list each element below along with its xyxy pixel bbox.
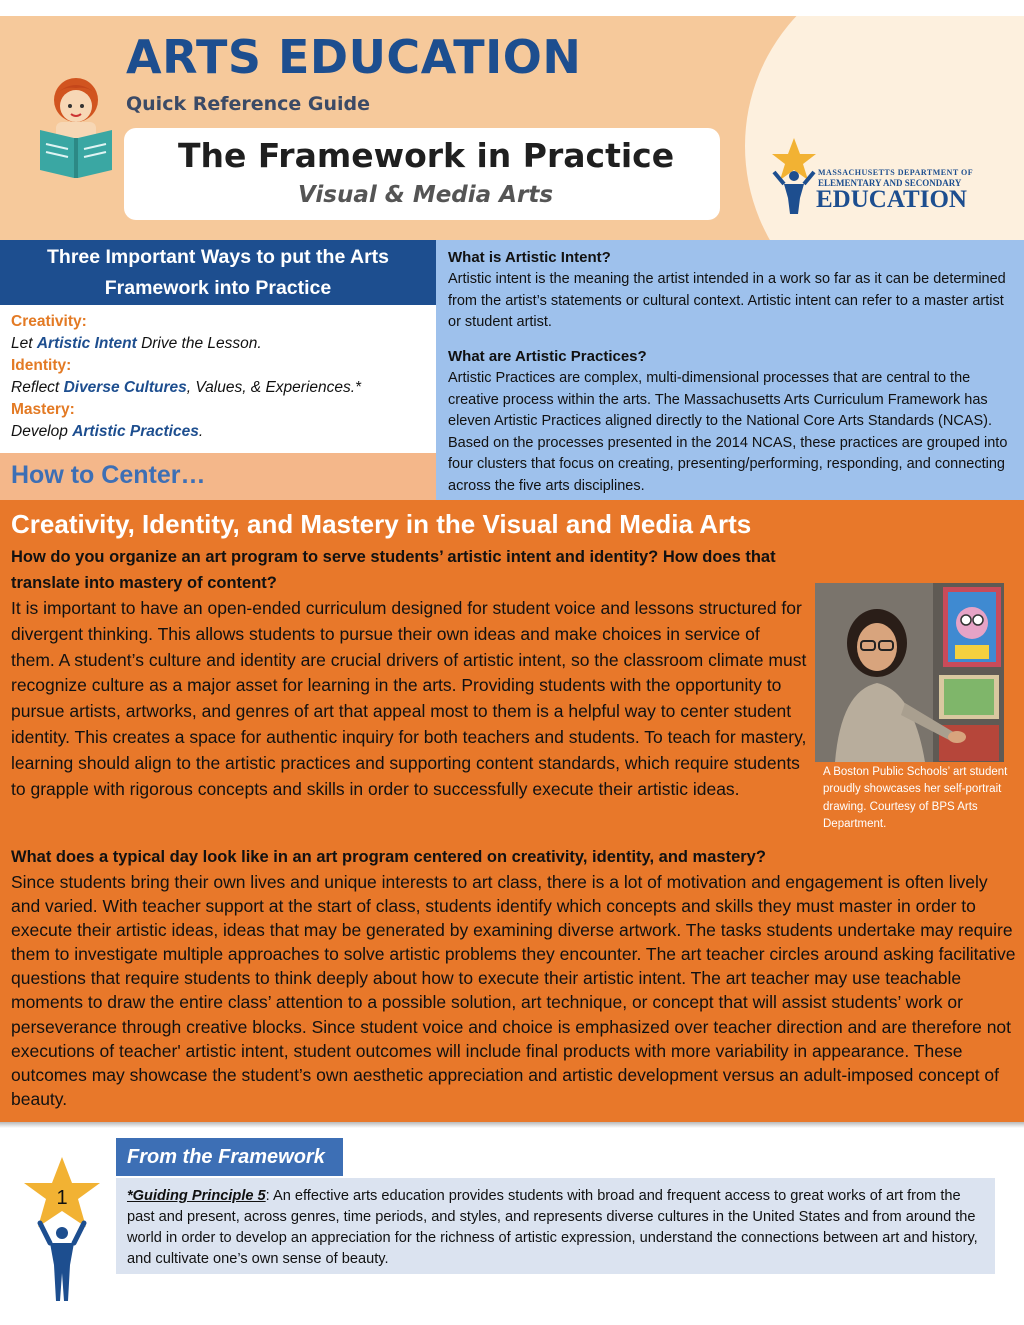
card-title: The Framework in Practice [178,136,675,175]
creativity-text: Let Artistic Intent Drive the Lesson. [11,335,262,352]
typical-day-answer: Since students bring their own lives and unique interests to art class, there is a lot of motivation and engagement is often lively and varied. With teacher support at the start of class, students identify which concepts and skills they must master in order to execute their artistic ideas, ideas that may be generated by examining diverse artwork. The tasks students undertake may require them to investigate multiple approaches to solve artistic problems they encounter. The art teacher circles around asking facilitative questions that require students to think deeply about how to execute their artistic intent. The art teacher may use teachable moments to draw the entire class’ attention to a possible solution, art technique, or concept that will assist students’ work or perseverance through creative blocks. Since student voice and choice is emphasized over teacher direction and are therefore not executions of teacher' artistic intent, student outcomes will include final products with more variability in appearance. These outcomes may showcase the student’s own aesthetic appreciation and artistic development versus an adult-imposed concept of beauty. [11,872,1016,1109]
ways-heading-line-1: Three Important Ways to put the Arts [47,246,389,268]
section-shadow [0,1122,1024,1128]
ways-list [11,311,431,443]
how-to-center-banner [0,453,436,500]
how-to-center-text: How to Center… [11,461,206,489]
reading-child-icon [36,74,116,189]
from-framework-tab [116,1138,343,1176]
student-artwork-photo [815,583,1004,762]
ways-heading-box [0,240,436,305]
guiding-principle-label: *Guiding Principle 5 [127,1188,266,1204]
logo-line-2: ELEMENTARY AND SECONDARY [818,178,962,188]
from-framework-label: From the Framework [127,1146,325,1168]
logo-line-3: EDUCATION [816,186,967,213]
typical-day-question: What does a typical day look like in an art program centered on creativity, identity, and mastery? [11,848,766,866]
identity-text: Reflect Diverse Cultures, Values, & Experiences.* [11,379,362,396]
page-number: 1 [56,1187,68,1209]
creativity-label: Creativity: [11,313,87,330]
guiding-principle-text [127,1186,987,1270]
identity-highlight: Diverse Cultures [63,379,187,396]
star-figure-icon [24,1155,104,1305]
header-banner [0,16,1024,240]
artistic-practices-question: What are Artistic Practices? [448,348,647,365]
mastery-label: Mastery: [11,401,75,418]
guiding-principle-body: : An effective arts education provides students with broad and frequent access to great works of art from the past and present, across genres, time periods, and styles, and represents diverse cultures in the United States and from around the world in order to develop an appreciation for the richness of artistic expression, understand the connections between art and history, and cultivate one’s own sense of beauty. [127,1188,978,1267]
page-title: ARTS EDUCATION [126,30,582,84]
section-title: Creativity, Identity, and Mastery in the Visual and Media Arts [11,509,752,539]
organize-answer: It is important to have an open-ended curriculum designed for student voice and lessons structured for divergent thinking. This allows students to pursue their own ideas and make choices in service of them. A student’s culture and identity are crucial drivers of artistic intent, so the classroom climate must recognize culture as a major asset for learning in the arts. Providing students with the opportunity to pursue artists, artworks, and genres of art that appeal most to them is a helpful way to center student identity. This creates a space for authentic inquiry for both teachers and students. To teach for mastery, learning should align to the artistic practices and supporting content standards, which require students to grapple with rigorous concepts and skills in order to successfully execute their artistic ideas. [11,598,807,799]
ways-heading-line-2: Framework into Practice [104,277,332,299]
artistic-intent-question: What is Artistic Intent? [448,249,611,266]
logo-line-1: MASSACHUSETTS DEPARTMENT OF [818,168,974,177]
card-subtitle: Visual & Media Arts [298,182,554,208]
dese-logo [770,136,980,216]
artistic-intent-answer: Artistic intent is the meaning the artist intended in a work so far as it can be determined from the artist’s statements or cultural context. Artistic intent can refer to a master artist or student artist. [448,271,1006,330]
organize-question: How do you organize an art program to serve students’ artistic intent and identity? How does that translate into mastery of content? [11,548,776,592]
photo-caption: A Boston Public Schools’ art student proudly showcases her self-portrait drawing. Courtesy of BPS Arts Department. [823,766,1008,831]
identity-label: Identity: [11,357,72,374]
guiding-principle-box [116,1178,995,1274]
mastery-highlight: Artistic Practices [72,423,199,440]
creativity-highlight: Artistic Intent [36,335,137,352]
artistic-practices-answer: Artistic Practices are complex, multi-dimensional processes that are central to the creative process within the arts. The Massachusetts Arts Curriculum Framework has eleven Artistic Practices aligned directly to the National Core Arts Standards (NCAS). Based on the processes presented in the 2014 NCAS, these practices are grouped into four clusters that focus on creating, presenting/performing, responding, and connecting across the five arts disciplines. [448,370,1008,494]
mastery-text: Develop Artistic Practices. [11,423,204,440]
intent-info-box [436,240,1024,500]
page-subtitle: Quick Reference Guide [126,93,371,115]
title-card [124,128,720,220]
